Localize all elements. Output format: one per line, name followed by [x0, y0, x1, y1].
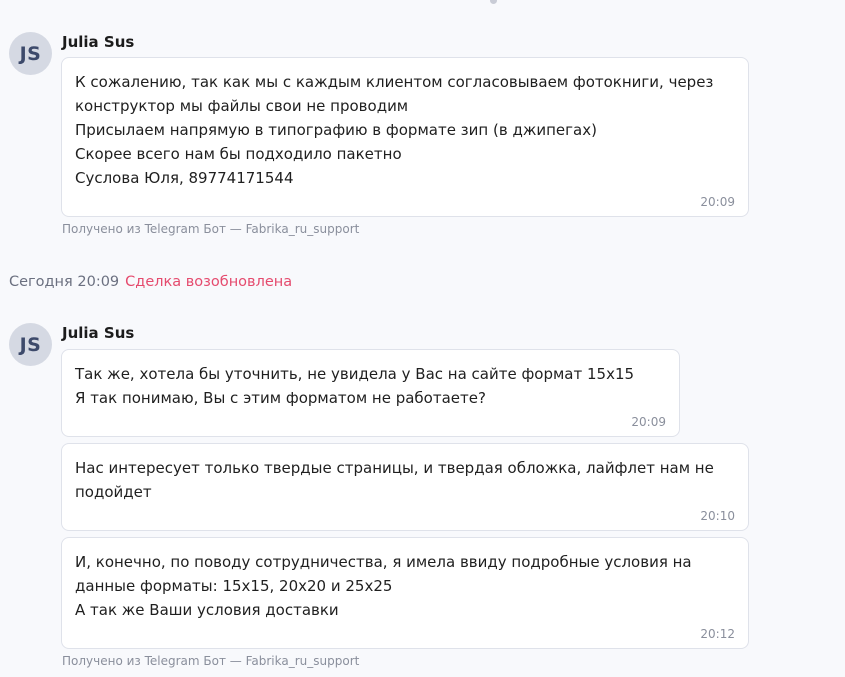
- message-author[interactable]: Julia Sus: [62, 324, 135, 342]
- message-time: 20:09: [700, 195, 735, 209]
- message-time: 20:09: [631, 415, 666, 429]
- message-bubble: [61, 349, 680, 437]
- message-text: Нас интересует только твердые страницы, и твердая обложка, лайфлет нам не подойдет: [75, 459, 714, 501]
- message-author[interactable]: Julia Sus: [62, 33, 135, 51]
- event-date: Сегодня 20:09: [9, 274, 120, 290]
- message-text: И, конечно, по поводу сотрудничества, я имела ввиду подробные условия на данные форматы: 15х15, 20х20 и 25х25 А так же Ваши условия доставки: [75, 553, 692, 619]
- message-text: Так же, хотела бы уточнить, не увидела у Вас на сайте формат 15х15 Я так понимаю, Вы с этим форматом не работаете?: [75, 365, 635, 407]
- message-bubble: [61, 537, 749, 649]
- message-source: Получено из Telegram Бот — Fabrika_ru_support: [62, 222, 360, 236]
- avatar[interactable]: JS: [9, 323, 52, 366]
- message-source: Получено из Telegram Бот — Fabrika_ru_support: [62, 654, 360, 668]
- deal-event: [9, 274, 292, 290]
- message-time: 20:10: [700, 509, 735, 523]
- event-status: Сделка возобновлена: [125, 274, 293, 290]
- scroll-indicator-dot: [490, 0, 497, 4]
- avatar[interactable]: JS: [9, 32, 52, 75]
- message-time: 20:12: [700, 627, 735, 641]
- message-bubble: [61, 57, 749, 217]
- message-text: К сожалению, так как мы с каждым клиентом согласовываем фотокниги, через конструктор мы файлы свои не проводим Присылаем напрямую в типографию в формате зип (в джипегах) Скорее всего нам бы подходило пакетно Суслова Юля, 89774171544: [75, 73, 714, 187]
- message-bubble: [61, 443, 749, 531]
